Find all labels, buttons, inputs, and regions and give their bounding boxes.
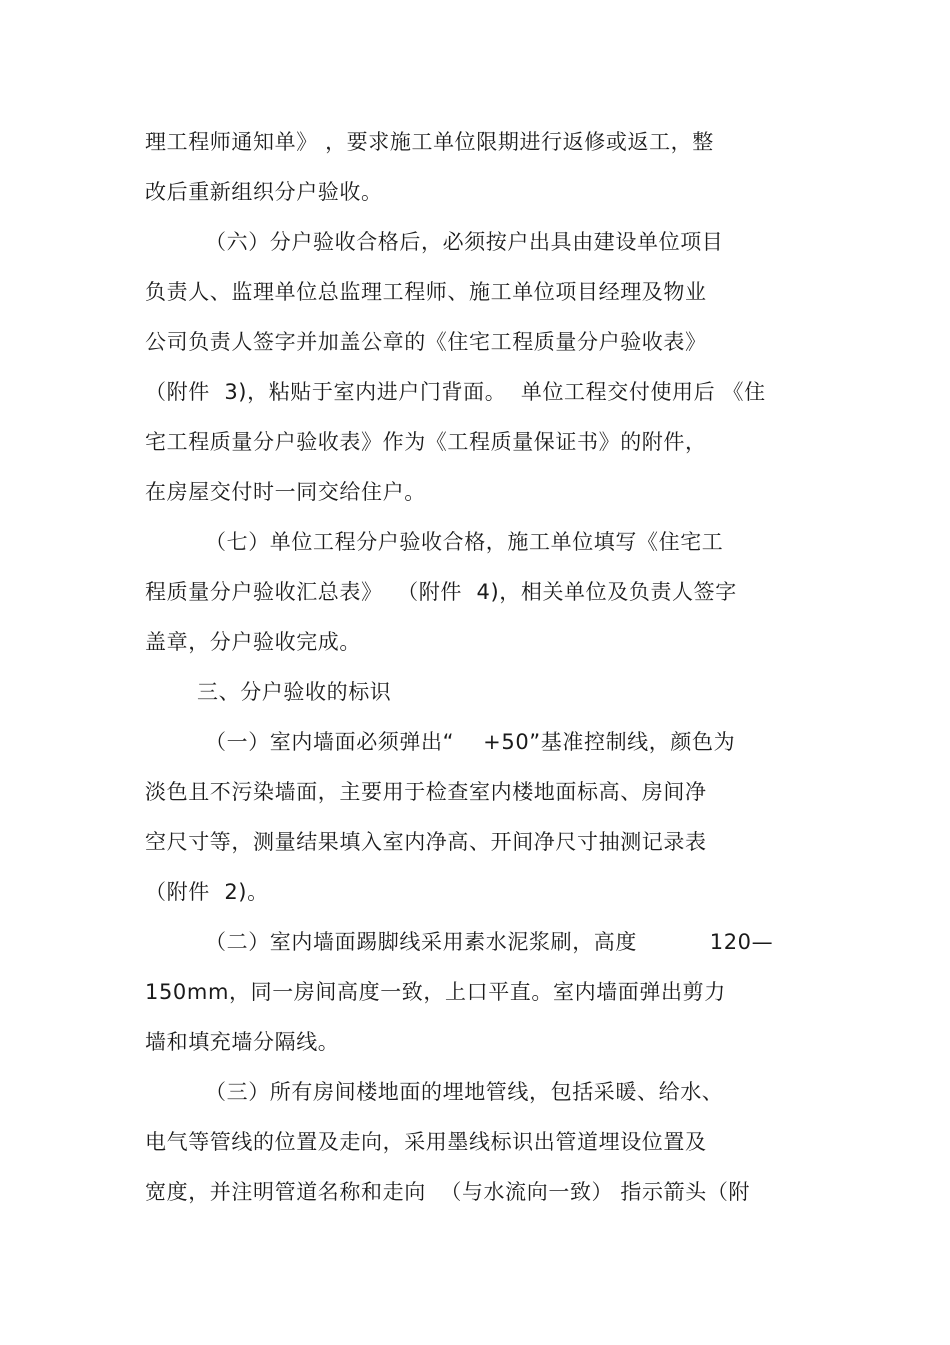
text-line-14: 淡色且不污染墙面，主要用于检查室内楼地面标高、房间净 [145,780,707,804]
text-line-8: 在房屋交付时一同交给住户。 [145,480,426,504]
text-line-9: （七）单位工程分户验收合格，施工单位填写《住宅工 [205,530,724,554]
text-line-5: 公司负责人签字并加盖公章的《住宅工程质量分户验收表》 [145,330,707,354]
text-line-22: 宽度，并注明管道名称和走向 （与水流向一致） 指示箭头（附 [145,1180,751,1204]
text-line-10: 程质量分户验收汇总表》 （附件 4)，相关单位及负责人签字 [145,580,737,604]
section-heading: 三、分户验收的标识 [197,680,392,704]
text-line-3: （六）分户验收合格后，必须按户出具由建设单位项目 [205,230,724,254]
text-line-21: 电气等管线的位置及走向，采用墨线标识出管道埋设位置及 [145,1130,707,1154]
text-line-11: 盖章，分户验收完成。 [145,630,361,654]
text-line-16: （附件 2)。 [145,880,269,904]
text-line-20: （三）所有房间楼地面的埋地管线，包括采暖、给水、 [205,1080,724,1104]
text-line-7: 宅工程质量分户验收表》作为《工程质量保证书》的附件， [145,430,707,454]
text-line-17: （二）室内墙面踢脚线采用素水泥浆刷，高度 120— [205,930,774,954]
text-line-13: （一）室内墙面必须弹出“ +50”基准控制线，颜色为 [205,730,736,754]
text-line-15: 空尺寸等，测量结果填入室内净高、开间净尺寸抽测记录表 [145,830,707,854]
text-line-6: （附件 3)，粘贴于室内进户门背面。 单位工程交付使用后 《住 [145,380,766,404]
text-line-2: 改后重新组织分户验收。 [145,180,383,204]
text-line-19: 墙和填充墙分隔线。 [145,1030,340,1054]
text-line-18: 150mm，同一房间高度一致，上口平直。室内墙面弹出剪力 [145,980,726,1004]
text-line-1: 理工程师通知单》 ，要求施工单位限期进行返修或返工，整 [145,130,714,154]
text-line-4: 负责人、监理单位总监理工程师、施工单位项目经理及物业 [145,280,707,304]
